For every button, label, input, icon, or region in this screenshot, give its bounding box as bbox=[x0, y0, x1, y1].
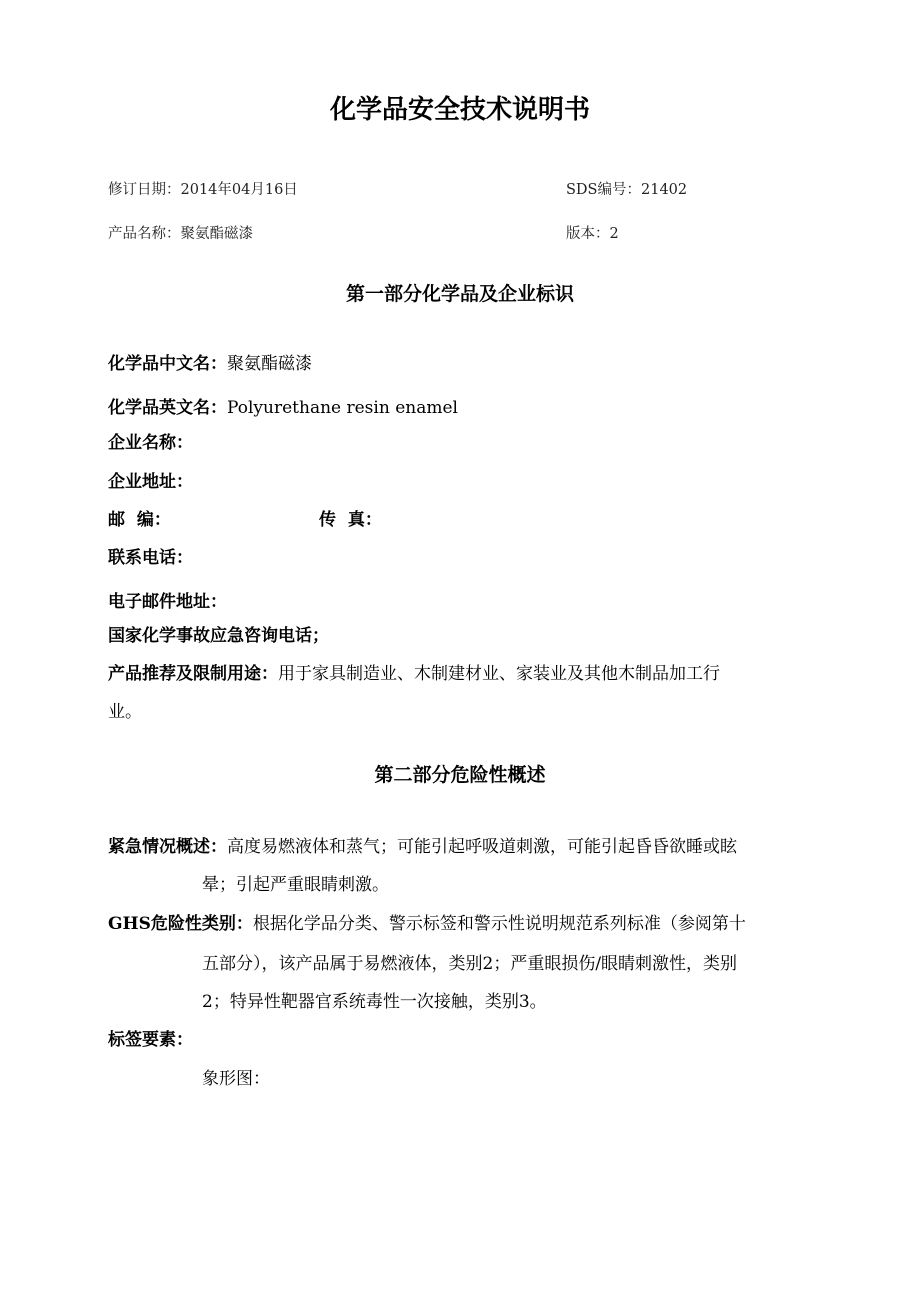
emergency-overview-label: 紧急情况概述： bbox=[108, 837, 227, 857]
use-label: 产品推荐及限制用途： bbox=[108, 664, 278, 684]
label-elements-label: 标签要素： bbox=[108, 1030, 193, 1050]
version-value: 2 bbox=[609, 226, 619, 242]
ghs-label: GHS危险性类别： bbox=[108, 914, 253, 934]
product-name bbox=[108, 227, 253, 242]
emergency-overview-cont: 晕；引起严重眼睛刺激。 bbox=[202, 875, 389, 895]
email-label: 电子邮件地址： bbox=[108, 592, 227, 612]
revision-date bbox=[108, 183, 298, 198]
revision-label: 修订日期： bbox=[108, 182, 181, 198]
use-text: 用于家具制造业、木制建材业、家装业及其他木制品加工行 bbox=[278, 664, 720, 684]
sds-label: SDS编号： bbox=[566, 182, 641, 198]
recommended-use-cont: 业。 bbox=[108, 702, 142, 722]
ghs-category bbox=[108, 916, 746, 933]
section2-heading: 第二部分危险性概述 bbox=[374, 764, 546, 786]
emergency-overview bbox=[108, 839, 737, 856]
section1-heading: 第一部分化学品及企业标识 bbox=[345, 283, 574, 305]
company-label: 企业名称： bbox=[108, 433, 193, 453]
product-label: 产品名称： bbox=[108, 226, 181, 242]
ghs-text-cont2: 2；特异性靶器官系统毒性一次接触，类别3。 bbox=[202, 992, 547, 1012]
cn-name-value: 聚氨酯磁漆 bbox=[227, 354, 312, 374]
sds-value: 21402 bbox=[641, 182, 688, 198]
fax-label: 传 真： bbox=[319, 510, 382, 530]
emergency-overview-text: 高度易燃液体和蒸气；可能引起呼吸道刺激，可能引起昏昏欲睡或眩 bbox=[227, 837, 737, 857]
ghs-text: 根据化学品分类、警示标签和警示性说明规范系列标准（参阅第十 bbox=[252, 914, 746, 934]
recommended-use bbox=[108, 666, 720, 683]
phone-label: 联系电话： bbox=[108, 548, 193, 568]
ghs-text-cont1: 五部分），该产品属于易燃液体，类别2；严重眼损伤/眼睛刺激性，类别 bbox=[202, 954, 738, 974]
revision-value: 2014年04月16日 bbox=[180, 182, 298, 198]
document-title: 化学品安全技术说明书 bbox=[329, 95, 590, 125]
postcode-label: 邮 编： bbox=[108, 510, 171, 530]
address-label: 企业地址： bbox=[108, 472, 193, 492]
cn-name-label: 化学品中文名： bbox=[108, 354, 227, 374]
version-label: 版本： bbox=[566, 226, 610, 242]
sds-number bbox=[566, 183, 687, 198]
version bbox=[566, 227, 619, 242]
cn-name-field bbox=[108, 356, 312, 373]
en-name-value: Polyurethane resin enamel bbox=[227, 398, 458, 418]
en-name-label: 化学品英文名： bbox=[108, 398, 227, 418]
pictogram-label: 象形图： bbox=[202, 1069, 270, 1089]
en-name-field bbox=[108, 400, 458, 417]
product-value: 聚氨酯磁漆 bbox=[180, 226, 253, 242]
emergency-phone-label: 国家化学事故应急咨询电话； bbox=[108, 626, 329, 646]
